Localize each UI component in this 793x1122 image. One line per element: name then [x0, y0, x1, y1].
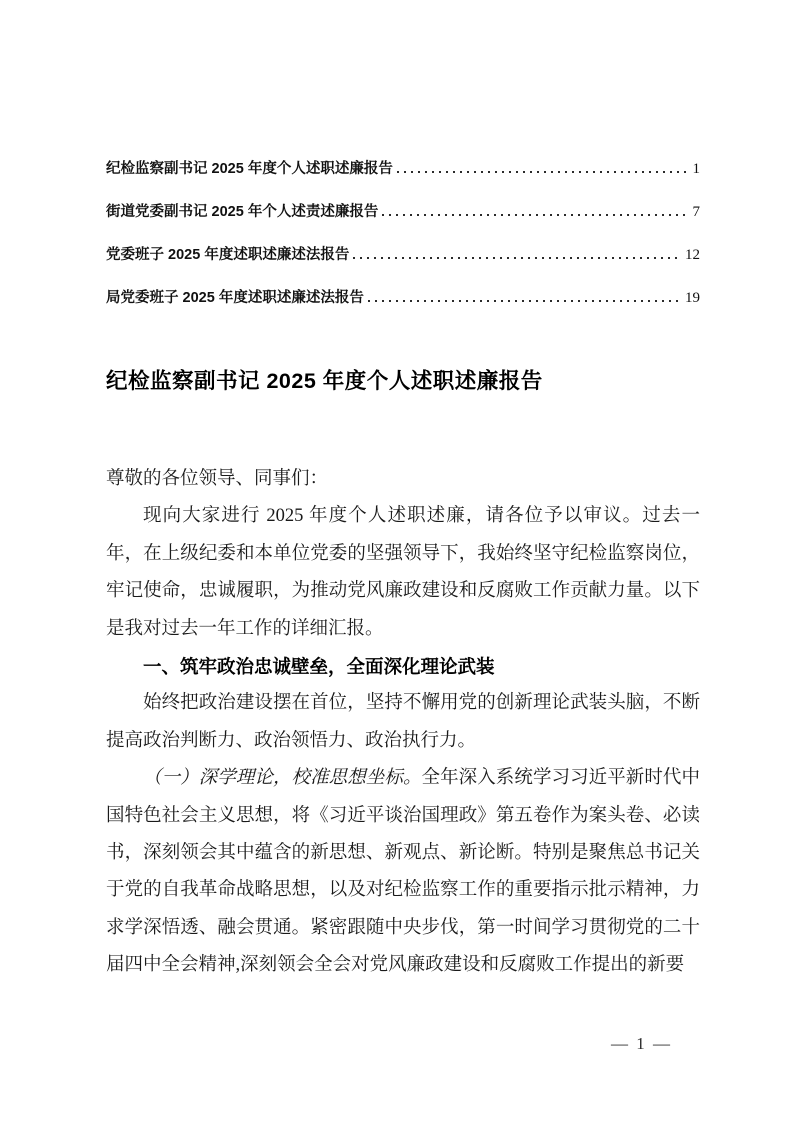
toc-entry-4[interactable] — [106, 277, 700, 320]
toc-dot-leader — [368, 300, 682, 302]
section-1-heading: 一、筑牢政治忠诚壁垒，全面深化理论武装 — [143, 656, 495, 678]
table-of-contents — [106, 148, 700, 320]
toc-entry-3[interactable] — [106, 234, 700, 277]
toc-dot-leader — [353, 257, 682, 259]
paragraph-2: 始终把政治建设摆在首位，坚持不懈用党的创新理论武装头脑，不断提高政治判断力、政治领悟力、政治执行力。 — [106, 693, 700, 751]
toc-entry-page-number: 7 — [692, 204, 700, 220]
toc-dot-leader — [382, 214, 689, 216]
toc-entry-title: 局党委班子 2025 年度述职述廉述法报告 — [106, 290, 364, 306]
paragraph-1: 现向大家进行 2025 年度个人述职述廉，请各位予以审议。过去一年，在上级纪委和本单位党委的坚强领导下，我始终坚守纪检监察岗位，牢记使命，忠诚履职，为推动党风廉政建设和反腐败工作贡献力量。以下是我对过去一年工作的详细汇报。 — [106, 506, 700, 639]
toc-entry-1[interactable] — [106, 148, 700, 191]
toc-entry-page-number: 19 — [685, 290, 700, 306]
paragraph-3-lead-in: （一）深学理论，校准思想坐标。 — [143, 768, 422, 789]
paragraph-3-text: 全年深入系统学习习近平新时代中国特色社会主义思想，将《习近平谈治国理政》第五卷作为案头卷、必读书，深刻领会其中蕴含的新思想、新观点、新论断。特别是聚焦总书记关于党的自我革命战略思想，以及对纪检监察工作的重要指示批示精神，力求学深悟透、融会贯通。紧密跟随中央步伐，第一时间学习贯彻党的二十届四中全会精神,深刻领会全会对党风廉政建设和反腐败工作提出的新要 — [106, 768, 700, 976]
page-number-footer: — 1 — — [611, 1034, 672, 1053]
toc-entry-page-number: 1 — [692, 161, 700, 177]
toc-entry-2[interactable] — [106, 191, 700, 234]
salutation-line: 尊敬的各位领导、同事们： — [106, 469, 329, 489]
toc-entry-title: 党委班子 2025 年度述职述廉述法报告 — [106, 247, 350, 263]
document-title: 纪检监察副书记 2025 年度个人述职述廉报告 — [106, 369, 543, 393]
document-body — [106, 461, 700, 985]
toc-entry-page-number: 12 — [685, 247, 700, 263]
toc-entry-title: 纪检监察副书记 2025 年度个人述职述廉报告 — [106, 161, 393, 177]
paragraph-3 — [106, 760, 700, 984]
toc-entry-title: 街道党委副书记 2025 年个人述责述廉报告 — [106, 204, 379, 220]
toc-dot-leader — [397, 171, 690, 173]
